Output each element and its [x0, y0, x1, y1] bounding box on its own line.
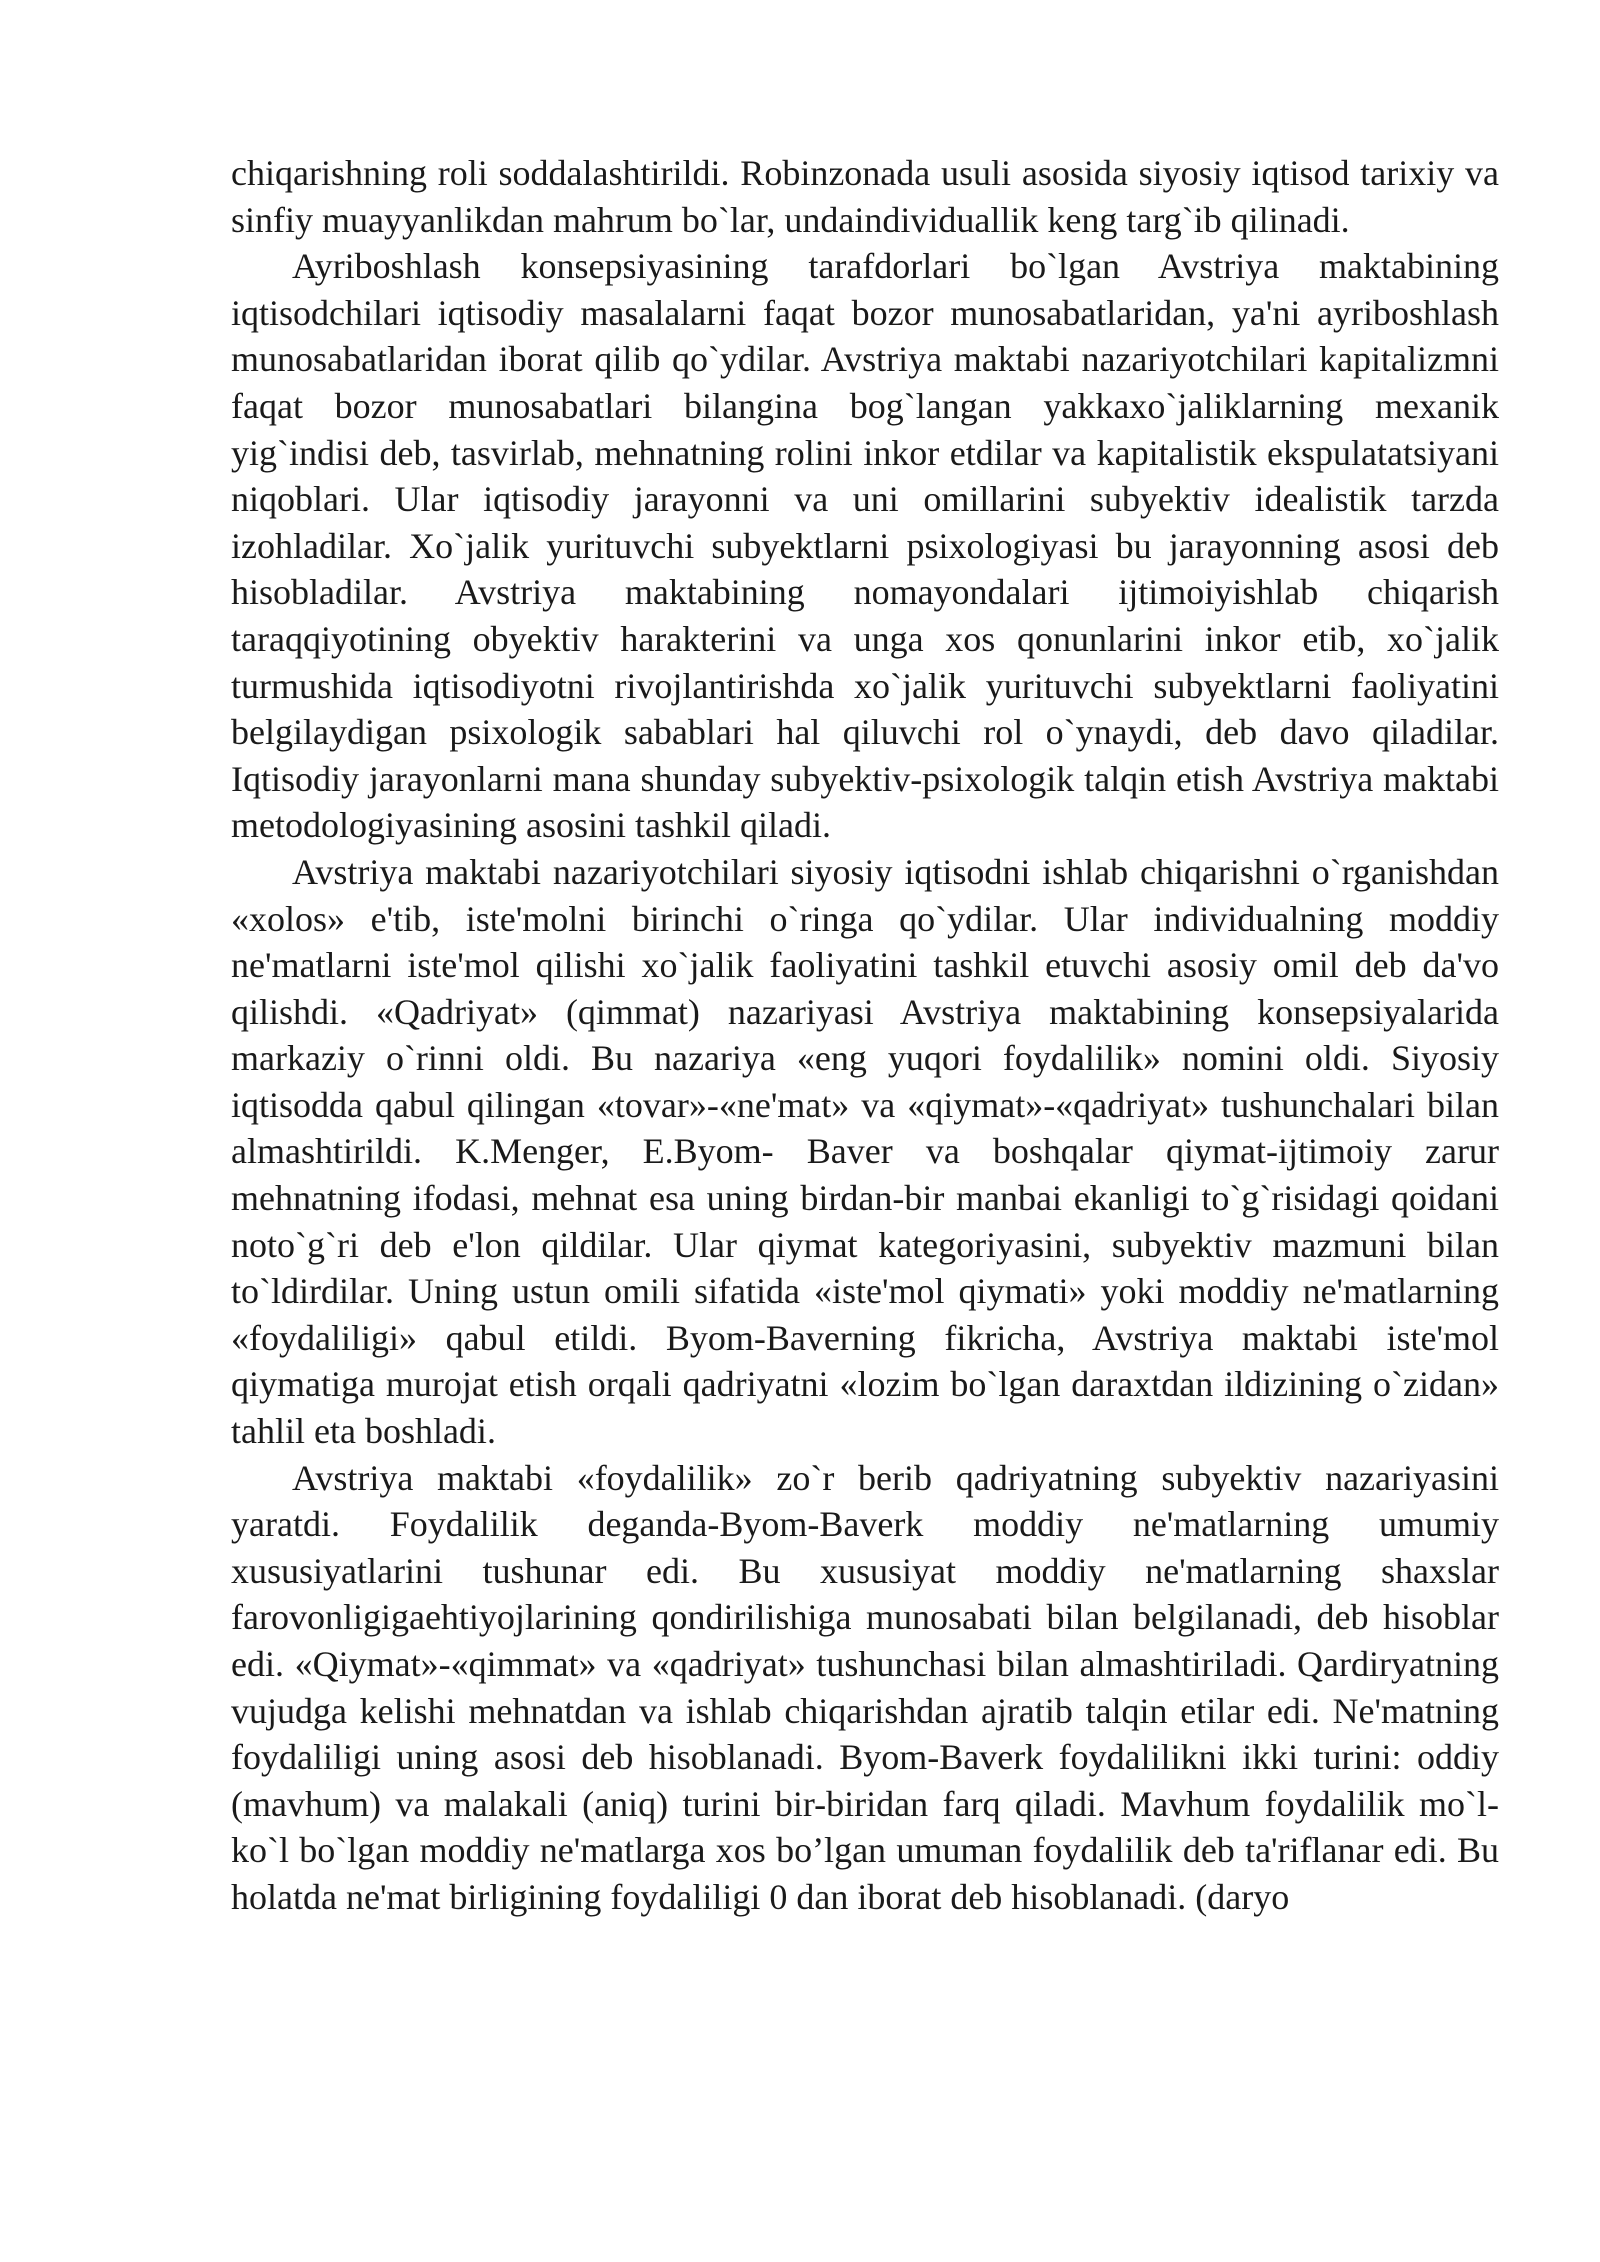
paragraph-3: Avstriya maktabi nazariyotchilari siyosiy iqtisodni ishlab chiqarishni o`rganishdan «xolos» e'tib, iste'molni birinchi o`ringa qo`ydilar. Ular individualning moddiy ne'matlarni iste'mol qilishi xo`jalik faoliyatini tashkil etuvchi asosiy omil deb da'vo qilishdi. «Qadriyat» (qimmat) nazariyasi Avstriya maktabining konsepsiyalarida markaziy o`rinni oldi. Bu nazariya «eng yuqori foydalilik» nomini oldi. Siyosiy iqtisodda qabul qilingan «tovar»-«ne'mat» va «qiymat»-«qadriyat» tushunchalari bilan almashtirildi. K.Menger, E.Byom- Baver va boshqalar qiymat-ijtimoiy zarur mehnatning ifodasi, mehnat esa uning birdan-bir manbai ekanligi to`g`risidagi qoidani noto`g`ri deb e'lon qildilar. Ular qiymat kategoriyasini, subyektiv mazmuni bilan to`ldirdilar. Uning ustun omili sifatida «iste'mol qiymati» yoki moddiy ne'matlarning «foydaliligi» qabul etildi. Byom-Baverning fikricha, Avstriya maktabi iste'mol qiymatiga murojat etish orqali qadriyatni «lozim bo`lgan daraxtdan ildizining o`zidan» tahlil eta boshladi.: [231, 851, 1499, 1452]
body-text: [231, 150, 1499, 1921]
paragraph-1: chiqarishning roli soddalashtirildi. Robinzonada usuli asosida siyosiy iqtisod tarixiy va sinfiy muayyanlikdan mahrum bo`lar, undaindividuallik keng targ`ib qilinadi.: [231, 153, 1499, 240]
paragraph-2: Ayriboshlash konsepsiyasining tarafdorlari bo`lgan Avstriya maktabining iqtisodchilari iqtisodiy masalalarni faqat bozor munosabatlaridan, ya'ni ayriboshlash munosabatlaridan iborat qilib qo`ydilar. Avstriya maktabi nazariyotchilari kapitalizmni faqat bozor munosabatlari bilangina bog`langan yakkaxo`jaliklarning mexanik yig`indisi deb, tasvirlab, mehnatning rolini inkor etdilar va kapitalistik ekspulatatsiyani niqoblari. Ular iqtisodiy jarayonni va uni omillarini subyektiv idealistik tarzda izohladilar. Xo`jalik yurituvchi subyektlarni psixologiyasi bu jarayonning asosi deb hisobladilar. Avstriya maktabining nomayondalari ijtimoiyishlab chiqarish taraqqiyotining obyektiv harakterini va unga xos qonunlarini inkor etib, xo`jalik turmushida iqtisodiyotni rivojlantirishda xo`jalik yurituvchi subyektlarni faoliyatini belgilaydigan psixologik sabablari hal qiluvchi rol o`ynaydi, deb davo qiladilar. Iqtisodiy jarayonlarni mana shunday subyektiv-psixologik talqin etish Avstriya maktabi metodologiyasining asosini tashkil qiladi.: [231, 246, 1499, 846]
paragraph-4: Avstriya maktabi «foydalilik» zo`r berib qadriyatning subyektiv nazariyasini yaratdi. Foydalilik deganda-Byom-Baverk moddiy ne'matlarning umumiy xususiyatlarini tushunar edi. Bu xususiyat moddiy ne'matlarning shaxslar farovonligigaehtiyojlarining qondirilishiga munosabati bilan belgilanadi, deb hisoblar edi. «Qiymat»-«qimmat» va «qadriyat» tushunchasi bilan almashtiriladi. Qardiryatning vujudga kelishi mehnatdan va ishlab chiqarishdan ajratib talqin etilar edi. Ne'matning foydaliligi uning asosi deb hisoblanadi. Byom-Baverk foydalilikni ikki turini: oddiy (mavhum) va malakali (aniq) turini bir-biridan farq qiladi. Mavhum foydalilik mo`l-ko`l bo`lgan moddiy ne'matlarga xos bo’lgan umuman foydalilik deb ta'riflanar edi. Bu holatda ne'mat birligining foydaliligi 0 dan iborat deb hisoblanadi. (daryo: [231, 1457, 1499, 1917]
